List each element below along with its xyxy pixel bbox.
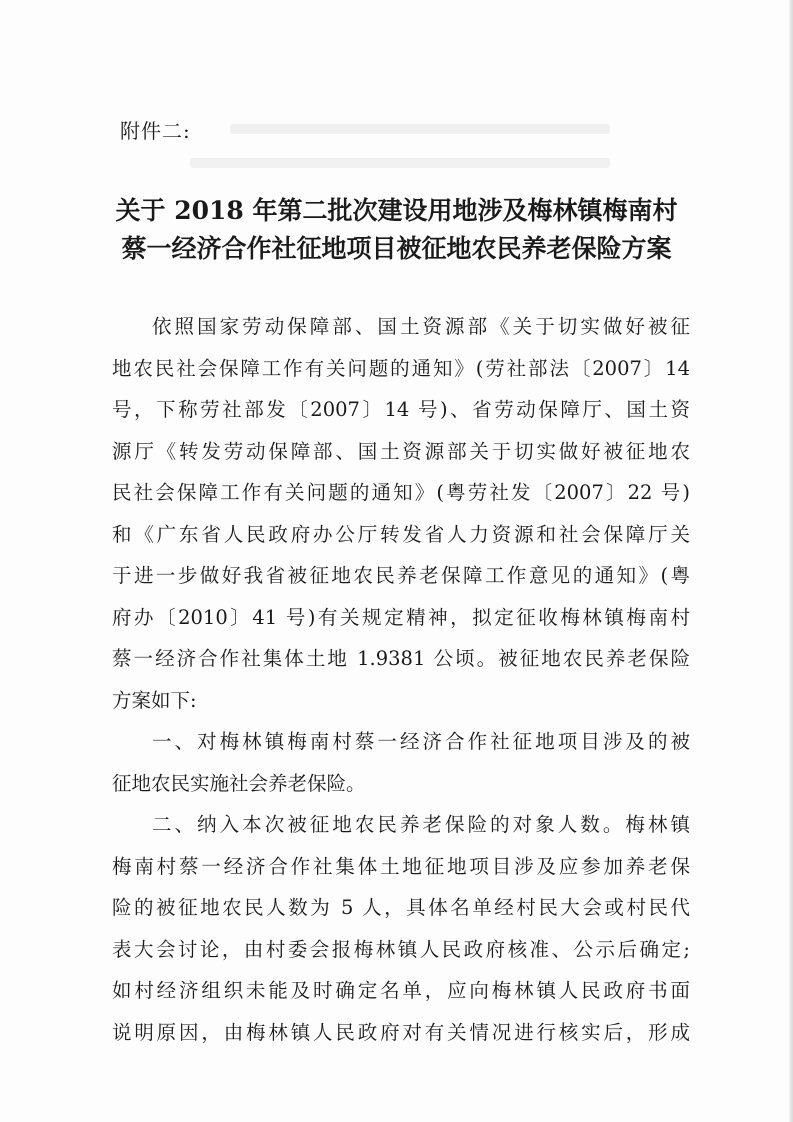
bleed-through-mark [230,124,610,134]
text-line: 方案如下: [112,688,197,712]
annex-label: 附件二: [120,119,191,143]
text-line: 府办〔2010〕41 号)有关规定精神，拟定征收梅林镇梅南村 [112,605,690,629]
document-title [70,192,723,268]
title-line-2: 蔡一经济合作社征地项目被征地农民养老保险方案 [121,234,672,263]
paragraph-item-two [112,804,690,1053]
text-line: 依照国家劳动保障部、国土资源部《关于切实做好被征 [152,315,690,338]
text-line: 源厅《转发劳动保障部、国土资源部关于切实做好被征地农 [112,439,690,463]
text-line: 和《广东省人民政府办公厅转发省人力资源和社会保障厅关 [112,522,690,546]
paragraph-item-one [112,721,690,804]
text-line: 于进一步做好我省被征地农民养老保障工作意见的通知》(粤 [112,564,690,587]
text-line: 如村经济组织未能及时确定名单，应向梅林镇人民政府书面 [112,979,690,1002]
bleed-through-mark [190,158,610,168]
text-line: 一、对梅林镇梅南村蔡一经济合作社征地项目涉及的被 [152,730,690,753]
text-line: 蔡一经济合作社集体土地 1.9381 公顷。被征地农民养老保险 [112,647,690,670]
scan-edge [789,0,793,1122]
text-line: 险的被征地农民人数为 5 人，具体名单经村民大会或村民代 [112,896,690,919]
text-line: 表大会讨论，由村委会报梅林镇人民政府核准、公示后确定; [112,937,690,961]
document-body [112,306,690,1053]
text-line: 说明原因，由梅林镇人民政府对有关情况进行核实后，形成 [112,1020,690,1044]
text-line: 地农民社会保障工作有关问题的通知》(劳社部法〔2007〕14 [112,356,690,380]
text-line: 民社会保障工作有关问题的通知》(粤劳社发〔2007〕22 号) [112,481,690,504]
text-line: 梅南村蔡一经济合作社集体土地征地项目涉及应参加养老保 [112,854,690,878]
title-line-1: 关于 2018 年第二批次建设用地涉及梅林镇梅南村 [115,196,678,225]
paragraph-basis [112,306,690,721]
text-line: 征地农民实施社会养老保险。 [112,771,366,795]
text-line: 二、纳入本次被征地农民养老保险的对象人数。梅林镇 [152,813,690,836]
text-line: 号，下称劳社部发〔2007〕14 号)、省劳动保障厅、国土资 [112,398,690,421]
